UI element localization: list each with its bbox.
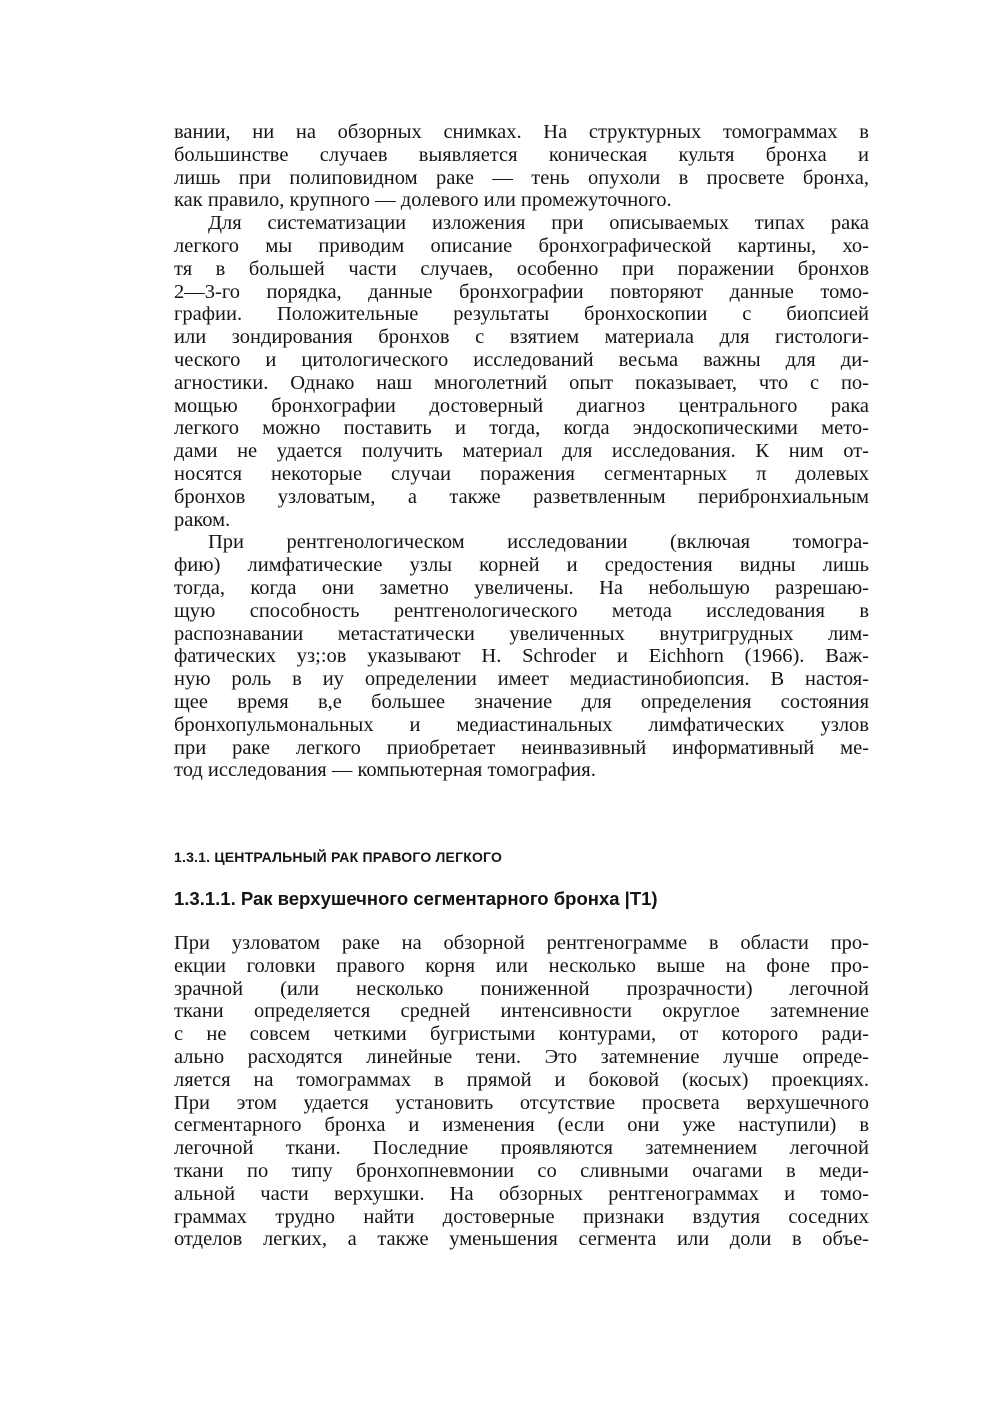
text-line: легкого мы приводим описание бронхографической картины, хо- <box>174 234 869 257</box>
text-line: фию) лимфатические узлы корней и средостения видны лишь <box>174 554 869 577</box>
paragraph <box>174 531 869 782</box>
text-line: При этом удается установить отсутствие просвета верхушечного <box>174 1091 869 1114</box>
paragraph <box>174 121 869 212</box>
subsection-heading: 1.3.1.1. Рак верхушечного сегментарного бронха |T1) <box>174 888 658 909</box>
text-line: носятся некоторые случаи поражения сегментарных π долевых <box>174 462 869 485</box>
text-line: сегментарного бронха и изменения (если они уже наступили) в <box>174 1114 869 1137</box>
text-line: как правило, крупного — долевого или промежуточного. <box>174 189 672 212</box>
text-line: дами не удается получить материал для исследования. К ним от- <box>174 440 869 463</box>
text-line: графии. Положительные результаты бронхоскопии с биопсией <box>174 303 869 326</box>
text-line: агностики. Однако наш многолетний опыт показывает, что с по- <box>174 371 869 394</box>
text-line: ную роль в иу определении имеет медиастинобиопсия. В настоя- <box>174 668 869 691</box>
text-line: бронхопульмональных и медиастинальных лимфатических узлов <box>174 713 869 736</box>
text-line: ляется на томограммах в прямой и боковой (косых) проекциях. <box>174 1068 869 1091</box>
paragraph <box>174 212 869 531</box>
section-heading: 1.3.1. ЦЕНТРАЛЬНЫЙ РАК ПРАВОГО ЛЕГКОГО <box>174 849 503 865</box>
text-line: отделов легких, а также уменьшения сегмента или доли в объе- <box>174 1228 869 1251</box>
text-line: Для систематизации изложения при описываемых типах рака <box>208 212 869 235</box>
text-line: При рентгенологическом исследовании (включая томогра- <box>208 531 869 554</box>
text-line: альной части верхушки. На обзорных рентгенограммах и томо- <box>174 1182 869 1205</box>
text-line: ально расходятся линейные тени. Это затемнение лучше опреде- <box>174 1045 869 1068</box>
text-line: вании, ни на обзорных снимках. На структурных томограммах в <box>174 121 869 143</box>
text-line: щую способность рентгенологического метода исследования в <box>174 599 869 622</box>
text-line: зрачной (или несколько пониженной прозрачности) легочной <box>174 977 869 1000</box>
text-line: большинстве случаев выявляется коническая культя бронха и <box>174 143 869 166</box>
body-text-top <box>174 121 869 782</box>
text-line: распознавании метастатически увеличенных внутригрудных лим- <box>174 622 869 645</box>
text-line: мощью бронхографии достоверный диагноз центрального рака <box>174 394 869 417</box>
text-line: тогда, когда они заметно увеличены. На небольшую разрешаю- <box>174 576 869 599</box>
text-line: раком. <box>174 508 231 531</box>
text-line: при раке легкого приобретает неинвазивный информативный ме- <box>174 736 869 759</box>
text-line: или зондирования бронхов с взятием материала для гистологи- <box>174 326 869 349</box>
body-text-bottom <box>174 932 869 1251</box>
text-line: екции головки правого корня или несколько выше на фоне про- <box>174 954 869 977</box>
text-line: ткани по типу бронхопневмонии со сливными очагами в меди- <box>174 1159 869 1182</box>
text-line: граммах трудно найти достоверные признаки вздутия соседних <box>174 1205 869 1228</box>
text-line: тод исследования — компьютерная томография. <box>174 759 596 782</box>
text-line: бронхов узловатым, а также разветвленным перибронхиальным <box>174 485 869 508</box>
text-line: При узловатом раке на обзорной рентгенограмме в области про- <box>174 932 869 954</box>
paragraph <box>174 932 869 1251</box>
text-line: щее время в,е большее значение для определения состояния <box>174 690 869 713</box>
text-line: ткани определяется средней интенсивности округлое затемнение <box>174 1000 869 1023</box>
text-line: лишь при полиповидном раке — тень опухоли в просвете бронха, <box>174 166 869 189</box>
text-line: 2—3-го порядка, данные бронхографии повторяют данные томо- <box>174 280 869 303</box>
text-line: тя в большей части случаев, особенно при поражении бронхов <box>174 257 869 280</box>
text-line: ческого и цитологического исследований весьма важны для ди- <box>174 348 869 371</box>
text-line: с не совсем четкими бугристыми контурами, от которого ради- <box>174 1023 869 1046</box>
text-line: легочной ткани. Последние проявляются затемнением легочной <box>174 1137 869 1160</box>
text-line: фатических уз;:ов указывают H. Schroder и Eichhorn (1966). Важ- <box>174 645 869 668</box>
text-line: легкого можно поставить и тогда, когда эндоскопическими мето- <box>174 417 869 440</box>
